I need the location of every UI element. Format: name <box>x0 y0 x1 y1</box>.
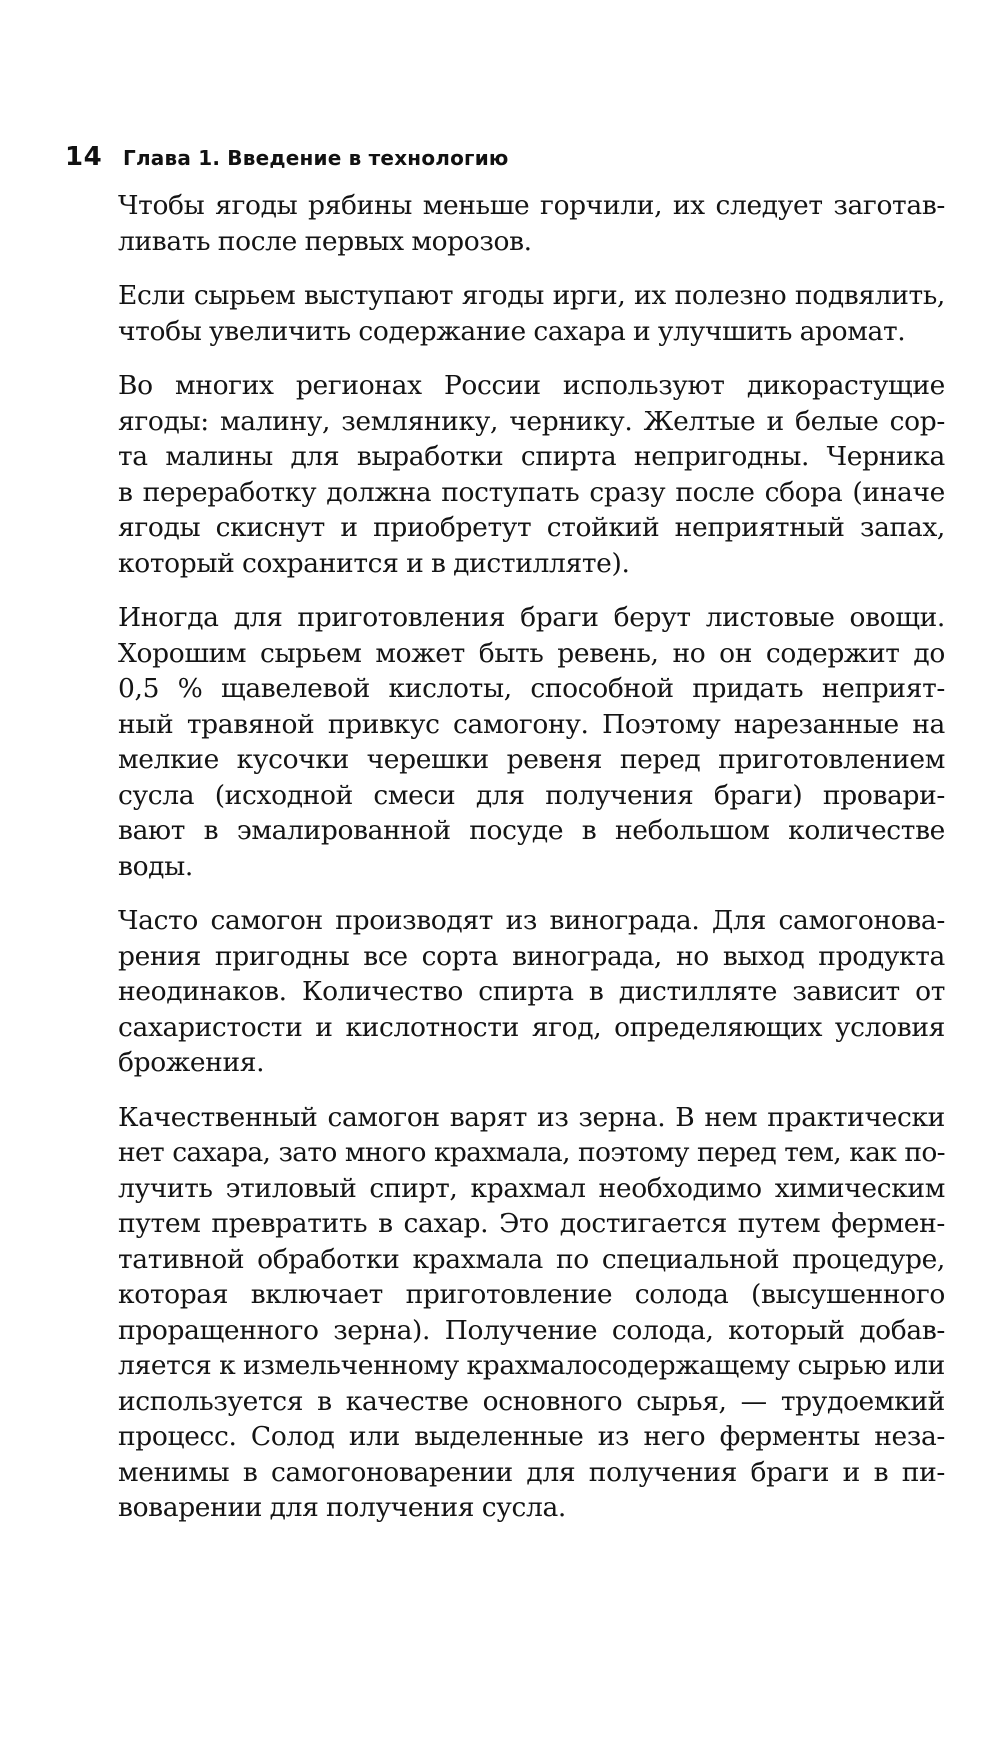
text-line: Качественный самогон варят из зерна. В нем практически <box>118 1101 945 1133</box>
running-header <box>65 142 935 182</box>
text-line: ягоды скиснут и приобретут стойкий неприятный запах, <box>118 512 945 543</box>
text-line: лучить этиловый спирт, крахмал необходимо химическим <box>118 1172 945 1204</box>
text-line: тативной обработки крахмала по специальной процедуре, <box>118 1243 945 1275</box>
text-line: сахаристости и кислотности ягод, определяющих условия <box>118 1011 945 1043</box>
text-line: Часто самогон производят из винограда. Для самогонова- <box>118 905 945 936</box>
text-line: брожения. <box>118 1047 265 1078</box>
paragraph-grapes <box>118 903 945 1081</box>
text-line: чтобы увеличить содержание сахара и улучшить аромат. <box>118 315 906 347</box>
text-line: та малины для выработки спирта непригодны. Черника <box>118 441 945 472</box>
text-line: воварении для получения сусла. <box>118 1492 566 1523</box>
paragraph-wild-berries <box>118 368 945 581</box>
text-line: проращенного зерна). Получение солода, который добав- <box>118 1314 945 1346</box>
page-number: 14 <box>65 142 103 172</box>
paragraph-irga-berries <box>118 278 945 349</box>
paragraph-grain <box>118 1100 945 1526</box>
text-line: Хорошим сырьем может быть ревень, но он содержит до <box>118 637 945 669</box>
paragraph-rhubarb <box>118 600 945 884</box>
text-line: процесс. Солод или выделенные из него ферменты неза- <box>118 1421 945 1452</box>
text-line: 0,5 % щавелевой кислоты, способной придать неприят- <box>118 673 945 704</box>
text-line: Во многих регионах России используют дикорастущие <box>118 370 945 401</box>
text-line: ливать после первых морозов. <box>118 225 532 257</box>
text-line: Иногда для приготовления браги берут листовые овощи. <box>118 602 945 633</box>
text-line: рения пригодны все сорта винограда, но выход продукта <box>118 940 945 972</box>
text-line: неодинаков. Количество спирта в дистилляте зависит от <box>118 976 945 1007</box>
text-line: который сохранится и в дистилляте). <box>118 547 630 579</box>
text-line: вают в эмалированной посуде в небольшом количестве <box>118 815 945 846</box>
text-line: нет сахара, зато много крахмала, поэтому перед тем, как по- <box>118 1137 945 1168</box>
text-line: менимы в самогоноварении для получения браги и в пи- <box>118 1456 945 1488</box>
text-line: сусла (исходной смеси для получения браги) провари- <box>118 779 945 811</box>
text-line: в переработку должна поступать сразу после сбора (иначе <box>118 476 945 508</box>
text-line: используется в качестве основного сырья, — трудоемкий <box>118 1385 945 1417</box>
text-line: Чтобы ягоды рябины меньше горчили, их следует заготав- <box>118 190 945 221</box>
text-line: путем превратить в сахар. Это достигается путем фермен- <box>118 1208 945 1239</box>
chapter-title: Глава 1. Введение в технологию <box>123 146 509 170</box>
text-line: Если сырьем выступают ягоды ирги, их полезно подвялить, <box>118 280 945 311</box>
text-line: ляется к измельченному крахмалосодержащему сырью или <box>118 1350 945 1381</box>
body-text <box>118 188 945 1545</box>
paragraph-rowan-berries <box>118 188 945 259</box>
text-line: ный травяной привкус самогону. Поэтому нарезанные на <box>118 708 945 740</box>
text-line: ягоды: малину, землянику, чернику. Желтые и белые сор- <box>118 405 945 437</box>
text-line: воды. <box>118 850 193 882</box>
text-line: которая включает приготовление солода (высушенного <box>118 1279 945 1310</box>
text-line: мелкие кусочки черешки ревеня перед приготовлением <box>118 744 945 775</box>
